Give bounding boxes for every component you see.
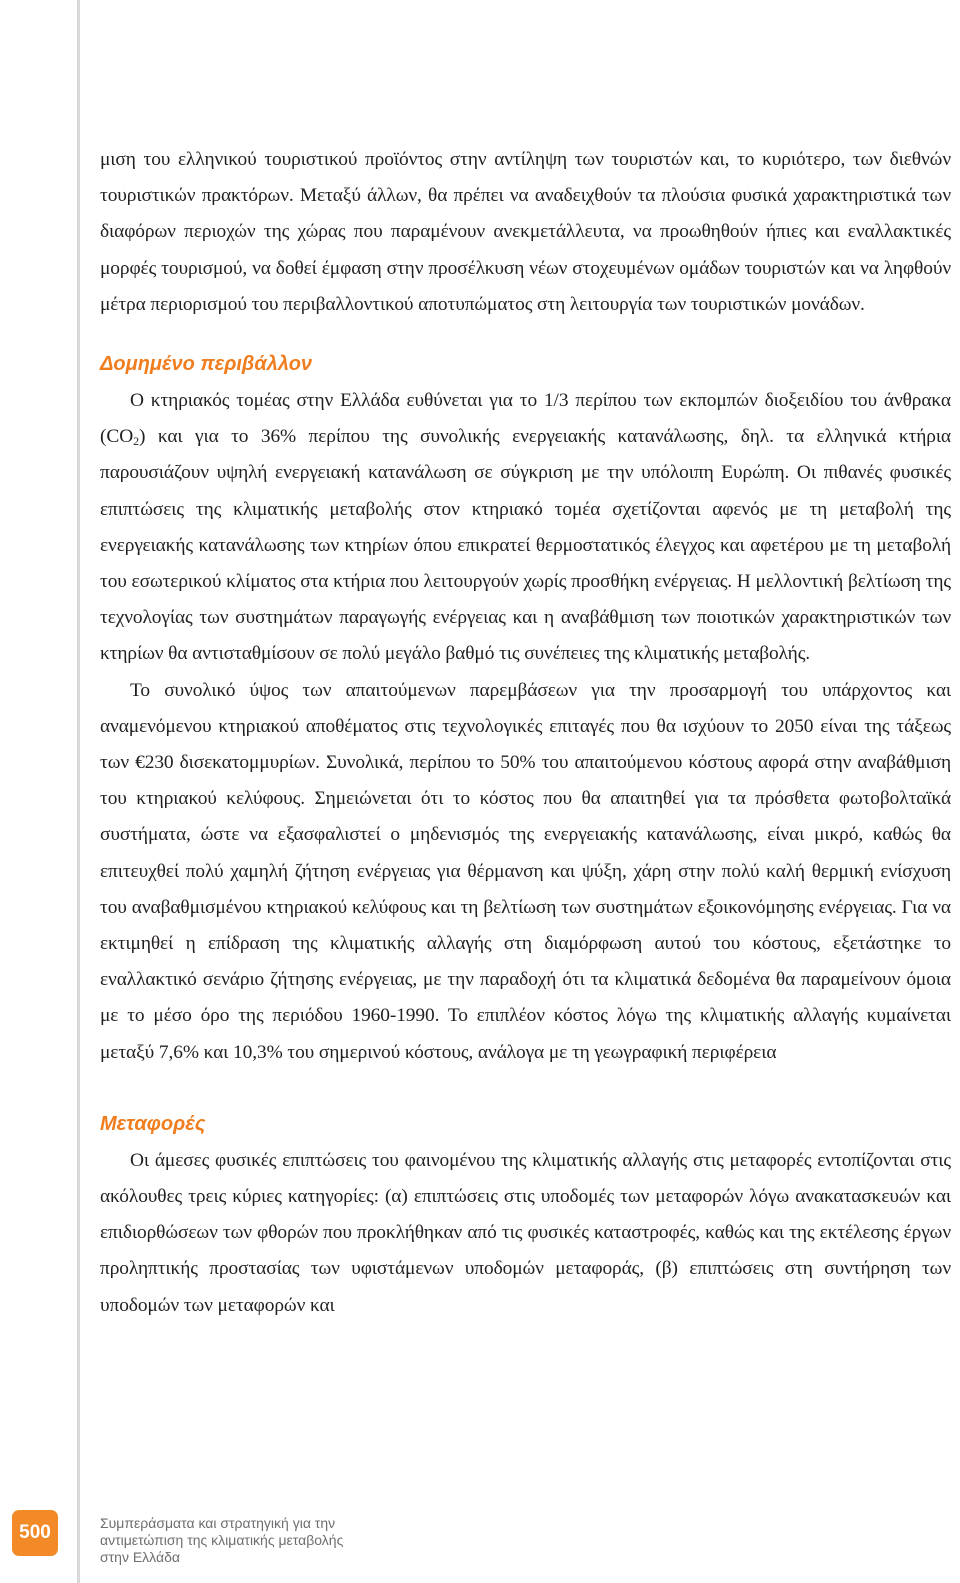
- footer-line: Συμπεράσματα και στρατηγική για την: [100, 1515, 336, 1531]
- footer-line: αντιμετώπιση της κλιματικής μεταβολής: [100, 1532, 344, 1548]
- section-heading-transport: Μεταφορές: [100, 1112, 206, 1135]
- transport-paragraph-1: Οι άμεσες φυσικές επιπτώσεις του φαινομένου της κλιματικής αλλαγής στις μεταφορές εντοπίζονται στις ακόλουθες τρεις κύριες κατηγορίες: (α) επιπτώσεις στις υποδομές των μεταφορών λόγω ανακατασκευών και επιδιορθώσεων των φθορών που προκλήθηκαν από τις φυσικές καταστροφές, καθώς και της εκτέλεσης έργων προληπτικής προστασίας των υφιστάμενων υποδομών μεταφοράς, (β) επιπτώσεις στη συντήρηση των υποδομών των μεταφορών και: [100, 1149, 951, 1316]
- text-run: Ο κτηριακός τομέας στην Ελλάδα ευθύνεται για το 1/3 περίπου των εκπομπών διοξειδίου του άνθρακα (CO: [100, 390, 951, 448]
- section-heading-built-environment: Δομημένο περιβάλλον: [100, 353, 313, 376]
- margin-rule: [77, 0, 80, 1583]
- page-number: 500: [19, 1522, 51, 1543]
- page-number-badge: [12, 1510, 58, 1556]
- page-body: [100, 142, 951, 1324]
- built-environment-paragraph-2: Το συνολικό ύψος των απαιτούμενων παρεμβάσεων για την προσαρμογή του υπάρχοντος και αναμενόμενου κτηριακού αποθέματος στις τεχνολογικές επιταγές που θα ισχύουν το 2050 είναι της τάξεως των €230 δισεκατομμυρίων. Συνολικά, περίπου το 50% του απαιτούμενου κόστους αφορά στην αναβάθμιση του κτηριακού κελύφους. Σημειώνεται ότι το κόστος που θα απαιτηθεί για τα πρόσθετα φωτοβολταϊκά συστήματα, ώστε να εξασφαλιστεί ο μηδενισμός της ενεργειακής κατανάλωσης, είναι μικρό, καθώς θα επιτευχθεί πολύ χαμηλή ζήτηση ενέργειας για θέρμανση και ψύξη, χάρη στην πολύ καλή θερμική ενίσχυση του αναβαθμισμένου κτηριακού κελύφους και τη βελτίωση των συστημάτων εξοικονόμησης ενέργειας. Για να εκτιμηθεί η επίδραση της κλιματικής αλλαγής στη διαμόρφωση αυτού του κόστους, εξετάστηκε το εναλλακτικό σενάριο ζήτησης ενέργειας, με την παραδοχή ότι τα κλιματικά δεδομένα θα παραμείνουν όμοια με το μέσο όρο της περιόδου 1960-1990. Το επιπλέον κόστος λόγω της κλιματικής αλλαγής κυμαίνεται μεταξύ 7,6% και 10,3% του σημερινού κόστους, ανάλογα με τη γεωγραφική περιφέρεια: [100, 679, 951, 1063]
- intro-paragraph: μιση του ελληνικού τουριστικού προϊόντος στην αντίληψη των τουριστών και, το κυριότερο, των διεθνών τουριστικών πρακτόρων. Μεταξύ άλλων, θα πρέπει να αναδειχθούν τα πλούσια φυσικά χαρακτηριστικά των διαφόρων περιοχών της χώρας που παραμένουν ανεκμετάλλευτα, να προωθηθούν ήπιες και εναλλακτικές μορφές τουρισμού, να δοθεί έμφαση στην προσέλκυση νέων στοχευμένων ομάδων τουριστών και να ληφθούν μέτρα περιορισμού του περιβαλλοντικού αποτυπώματος στη λειτουργία των τουριστικών μονάδων.: [100, 149, 951, 315]
- running-footer: [100, 1515, 500, 1566]
- co2-subscript: 2: [133, 434, 140, 449]
- text-run: ) και για το 36% περίπου της συνολικής ενεργειακής κατανάλωσης, δηλ. τα ελληνικά κτήρια παρουσιάζουν υψηλή ενεργειακή κατανάλωση σε σύγκριση με την υπόλοιπη Ευρώπη. Οι πιθανές φυσικές επιπτώσεις της κλιματικής μεταβολής στον κτηριακό τομέα σχετίζονται αφενός με τη μεταβολή της ενεργειακής κατανάλωσης των κτηρίων όπου επικρατεί θερμοστατικός έλεγχος και αφετέρου με τη μεταβολή του εσωτερικού κλίματος στα κτήρια που λειτουργούν χωρίς προσθήκη ενέργειας. Η μελλοντική βελτίωση της τεχνολογίας των συστημάτων παραγωγής ενέργειας και η αναβάθμιση των ποιοτικών χαρακτηριστικών των κτηρίων θα αντισταθμίσουν σε πολύ μεγάλο βαθμό τις συνέπειες της κλιματικής μεταβολής.: [100, 426, 951, 665]
- footer-line: στην Ελλάδα: [100, 1549, 180, 1565]
- built-environment-paragraph-1: [100, 383, 951, 673]
